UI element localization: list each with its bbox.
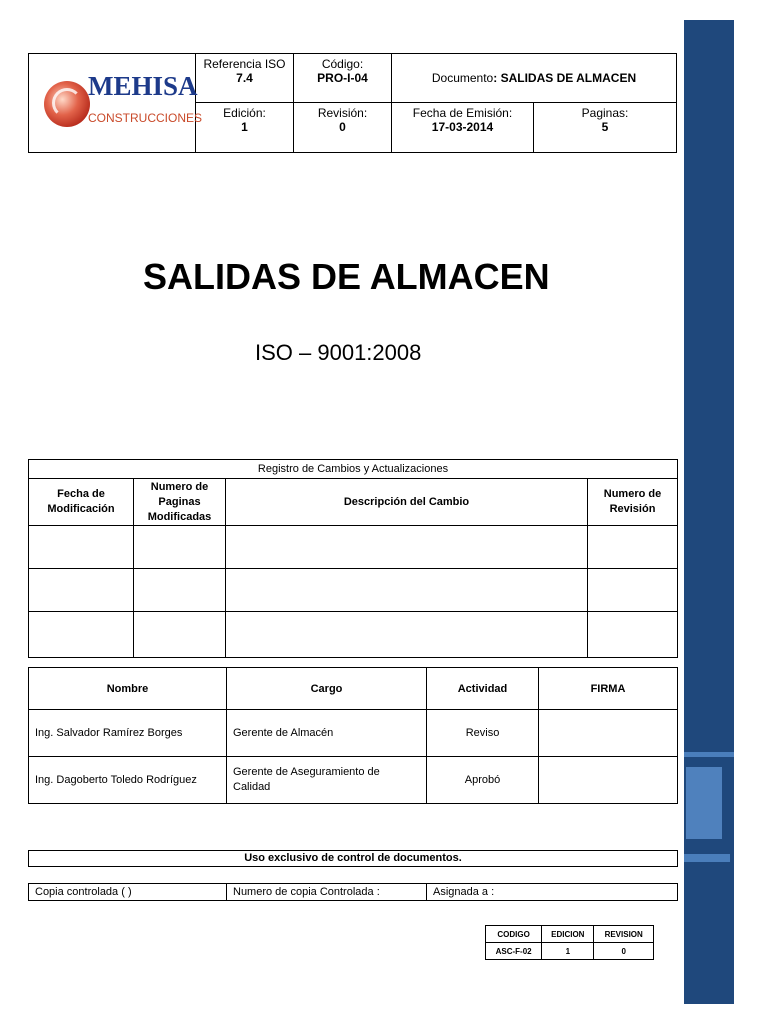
column-header: EDICION — [542, 926, 594, 943]
codigo-cell — [294, 54, 392, 103]
codigo-label: Código: — [321, 57, 364, 71]
table-cell[interactable] — [226, 569, 588, 612]
assigned-to-field[interactable]: Asignada a : — [427, 884, 678, 901]
logo-cell — [29, 54, 203, 153]
table-cell[interactable] — [134, 526, 226, 569]
approver-position: Gerente de Aseguramiento de Calidad — [227, 757, 427, 804]
controlled-copy-field[interactable]: Copia controlada ( ) — [29, 884, 227, 901]
side-block — [686, 767, 722, 839]
column-header: Fecha de Modificación — [29, 479, 134, 526]
side-stripe — [684, 752, 734, 757]
change-register-caption: Registro de Cambios y Actualizaciones — [29, 460, 678, 479]
table-row — [29, 569, 678, 612]
control-section-title: Uso exclusivo de control de documentos. — [28, 850, 678, 867]
approver-position: Gerente de Almacén — [227, 710, 427, 757]
documento-cell — [392, 54, 677, 103]
paginas-value: 5 — [601, 120, 609, 134]
column-header: Numero de Revisión — [588, 479, 678, 526]
referencia-iso-cell — [196, 54, 294, 103]
table-row — [29, 710, 678, 757]
codigo-value: PRO-I-04 — [317, 71, 368, 85]
revision-value: 0 — [339, 120, 346, 134]
edicion-label: Edición: — [223, 106, 266, 120]
revision-label: Revisión: — [317, 106, 368, 120]
documento-label: Documento — [431, 71, 494, 85]
fecha-emision-value: 17-03-2014 — [431, 120, 494, 134]
approver-name: Ing. Dagoberto Toledo Rodríguez — [29, 757, 227, 804]
fecha-emision-label: Fecha de Emisión: — [412, 106, 513, 120]
form-edition-value: 1 — [542, 943, 594, 960]
table-row — [29, 526, 678, 569]
table-cell[interactable] — [29, 526, 134, 569]
copy-number-field[interactable]: Numero de copia Controlada : — [227, 884, 427, 901]
table-row — [29, 757, 678, 804]
signature-field[interactable] — [539, 710, 678, 757]
table-cell[interactable] — [226, 526, 588, 569]
approver-activity: Aprobó — [427, 757, 539, 804]
edicion-cell — [196, 103, 294, 153]
fecha-emision-cell — [392, 103, 534, 153]
table-row — [29, 612, 678, 658]
document-header — [28, 53, 677, 153]
table-cell[interactable] — [29, 612, 134, 658]
form-code-table — [485, 925, 654, 960]
change-register-table — [28, 459, 678, 658]
logo-name: MEHISA — [88, 71, 198, 101]
iso-standard: ISO – 9001:2008 — [255, 340, 422, 365]
column-header: REVISION — [594, 926, 654, 943]
table-cell[interactable] — [588, 526, 678, 569]
table-cell[interactable] — [134, 569, 226, 612]
table-cell[interactable] — [226, 612, 588, 658]
form-code-value: ASC-F-02 — [486, 943, 542, 960]
edicion-value: 1 — [241, 120, 248, 134]
paginas-label: Paginas: — [581, 106, 629, 120]
column-header: Actividad — [427, 668, 539, 710]
table-cell[interactable] — [29, 569, 134, 612]
table-cell[interactable] — [588, 612, 678, 658]
copy-control-table — [28, 883, 678, 901]
column-header: CODIGO — [486, 926, 542, 943]
column-header: Cargo — [227, 668, 427, 710]
company-logo — [32, 71, 203, 133]
referencia-iso-value: 7.4 — [236, 71, 253, 85]
approval-table — [28, 667, 678, 804]
table-cell[interactable] — [134, 612, 226, 658]
table-cell[interactable] — [588, 569, 678, 612]
approver-name: Ing. Salvador Ramírez Borges — [29, 710, 227, 757]
column-header: Descripción del Cambio — [226, 479, 588, 526]
document-title: SALIDAS DE ALMACEN — [143, 256, 550, 297]
side-stripe — [684, 854, 730, 862]
paginas-cell — [534, 103, 677, 153]
referencia-iso-label: Referencia ISO — [203, 57, 286, 71]
column-header: FIRMA — [539, 668, 678, 710]
signature-field[interactable] — [539, 757, 678, 804]
form-revision-value: 0 — [594, 943, 654, 960]
column-header: Numero de Paginas Modificadas — [134, 479, 226, 526]
revision-cell — [294, 103, 392, 153]
approver-activity: Reviso — [427, 710, 539, 757]
logo-swirl-icon — [52, 88, 82, 118]
column-header: Nombre — [29, 668, 227, 710]
documento-value: : SALIDAS DE ALMACEN — [493, 71, 637, 85]
logo-subtitle: CONSTRUCCIONES — [88, 111, 203, 125]
